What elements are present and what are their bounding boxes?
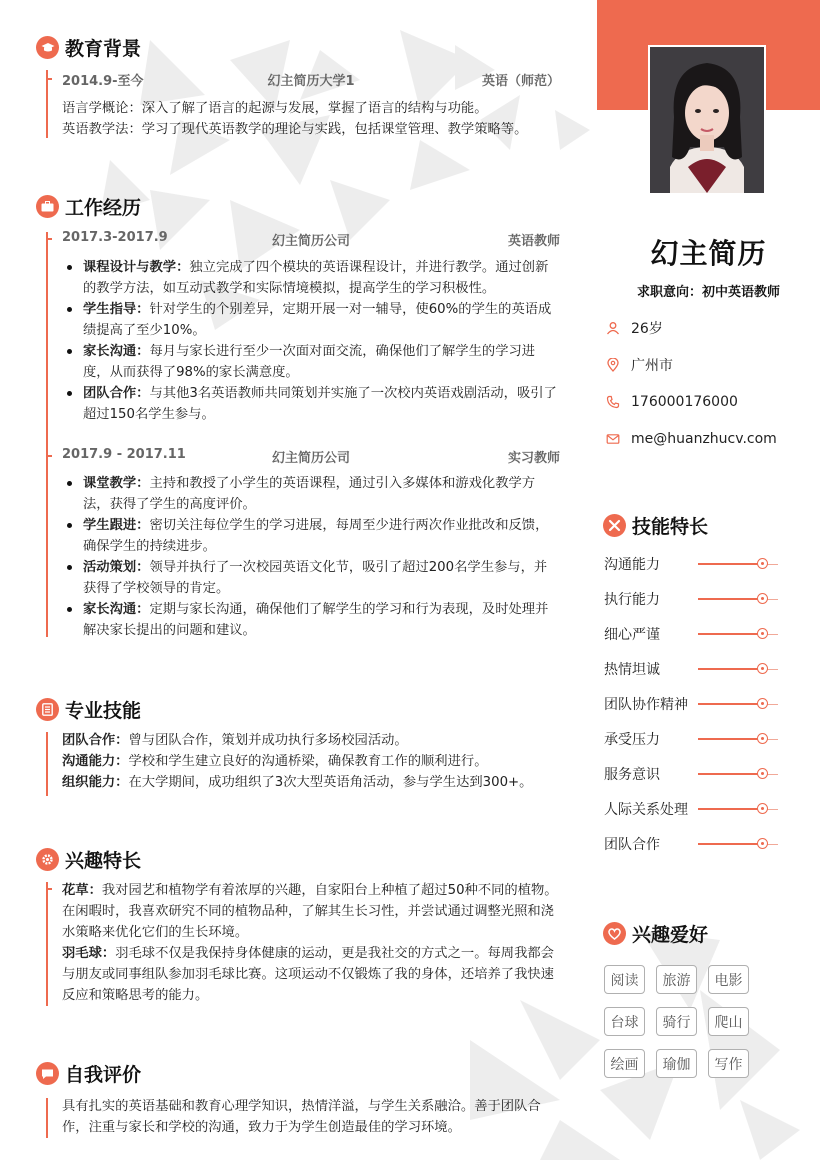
- duty-text: 主持和教授了小学生的英语课程，通过引入多媒体和游戏化教学方法，获得了学生的高度评价。: [83, 476, 536, 512]
- pro-skills-list: [62, 730, 560, 793]
- job-company: 幻主简历公司: [271, 451, 350, 466]
- interest-text: 我对园艺和植物学有着浓厚的兴趣，自家阳台上种植了超过50种不同的植物。在闲暇时，我喜欢研究不同的植物品种，了解其生长习性，并尝试通过调整光照和浇水策略来优化它们的生长环境。: [62, 883, 558, 940]
- candidate-name: 幻主简历: [650, 237, 767, 270]
- education-timeline: [46, 70, 48, 138]
- skill-fill: [698, 738, 762, 740]
- skill-level-knob: [757, 768, 768, 779]
- hobby-tag: 阅读: [604, 965, 645, 994]
- info-phone: [606, 392, 738, 412]
- skill-level-knob: [757, 733, 768, 744]
- skill-text: 曾与团队合作，策划并成功执行多场校园活动。: [128, 733, 408, 748]
- pro-skills-timeline: [46, 732, 48, 796]
- email-text[interactable]: me@huanzhucv.com: [631, 431, 777, 447]
- hobbies-heading: [603, 920, 708, 947]
- skill-label: 执行能力: [604, 592, 660, 608]
- skill-label: 团队合作: [604, 837, 660, 853]
- self-eval-timeline: [46, 1098, 48, 1138]
- location-pin-icon: [606, 358, 620, 372]
- hobby-tag: 旅游: [656, 965, 697, 994]
- list-item: [62, 943, 560, 1006]
- skill-bar-row: [604, 589, 784, 609]
- skills-heading: [603, 512, 708, 539]
- education-course-line: 英语教学法：学习了现代英语教学的理论与实践，包括课堂管理、教学策略等。: [62, 122, 528, 137]
- skill-text: 学校和学生建立良好的沟通桥梁，确保教育工作的顺利进行。: [128, 754, 488, 769]
- list-item: [62, 257, 560, 299]
- skill-bar-row: [604, 624, 784, 644]
- duty-key: 家长沟通：: [83, 602, 150, 617]
- education-courses: [62, 98, 560, 140]
- job-meta: [62, 447, 560, 467]
- tools-icon: [603, 514, 626, 537]
- education-course-line: 语言学概论：深入了解了语言的起源与发展，掌握了语言的结构与功能。: [62, 101, 488, 116]
- hobby-tag: 电影: [708, 965, 749, 994]
- interests-timeline: [46, 882, 48, 1006]
- info-city: [606, 355, 673, 375]
- skill-level-knob: [757, 593, 768, 604]
- interest-key: 花草：: [62, 883, 102, 898]
- list-item: [62, 515, 560, 557]
- duty-key: 课程设计与教学：: [83, 260, 190, 275]
- document-icon: [36, 698, 59, 721]
- duty-text: 定期与家长沟通，确保他们了解学生的学习和行为表现，及时处理并解决家长提出的问题和建议。: [83, 602, 549, 638]
- person-icon: [606, 321, 620, 335]
- duty-text: 独立完成了四个模块的英语课程设计，并进行教学。通过创新的教学方法，如互动式教学和实际情境模拟，提高学生的学习积极性。: [83, 260, 549, 296]
- hobby-tag: 爬山: [708, 1007, 749, 1036]
- duty-key: 学生跟进：: [83, 518, 150, 533]
- job-meta: [62, 230, 560, 250]
- education-meta: [62, 70, 560, 90]
- skill-key: 沟通能力：: [62, 754, 129, 769]
- education-heading: [36, 34, 141, 61]
- work-heading: [36, 193, 141, 220]
- info-email: [606, 429, 777, 449]
- education-date: 2014.9-至今: [62, 74, 144, 89]
- skill-key: 组织能力：: [62, 775, 129, 790]
- job-duties: [62, 257, 560, 425]
- skill-text: 在大学期间，成功组织了3次大型英语角活动，参与学生达到300+。: [128, 775, 533, 790]
- skills-title: 技能特长: [632, 516, 709, 538]
- interests-heading: [36, 846, 141, 873]
- skill-label: 人际关系处理: [604, 802, 688, 818]
- duty-key: 团队合作：: [83, 386, 150, 401]
- skill-label: 热情坦诚: [604, 662, 660, 678]
- pro-skills-title: 专业技能: [65, 700, 142, 722]
- skill-fill: [698, 808, 762, 810]
- job-duties: [62, 473, 560, 641]
- duty-key: 家长沟通：: [83, 344, 150, 359]
- phone-icon: [606, 395, 620, 409]
- job-date: 2017.3-2017.9: [62, 230, 168, 245]
- list-item: [62, 880, 560, 943]
- skill-label: 沟通能力: [604, 557, 660, 573]
- skill-bar-row: [604, 799, 784, 819]
- skill-fill: [698, 563, 762, 565]
- list-item: [62, 473, 560, 515]
- list-item: [62, 383, 560, 425]
- skill-level-knob: [757, 803, 768, 814]
- gear-icon: [36, 848, 59, 871]
- age-text: 26岁: [631, 321, 663, 337]
- list-item: [62, 299, 560, 341]
- skill-bar-row: [604, 659, 784, 679]
- skill-bar-row: [604, 554, 784, 574]
- duty-text: 针对学生的个别差异，定期开展一对一辅导，使60%的学生的英语成绩提高了至少10%。: [83, 302, 552, 338]
- skill-bar-row: [604, 764, 784, 784]
- list-item: [62, 599, 560, 641]
- skill-level-knob: [757, 838, 768, 849]
- duty-key: 课堂教学：: [83, 476, 150, 491]
- education-school: 幻主简历大学1: [267, 74, 355, 89]
- job-role: 实习教师: [507, 451, 560, 466]
- work-timeline: [46, 232, 48, 637]
- skill-label: 细心严谨: [604, 627, 660, 643]
- education-title: 教育背景: [65, 38, 142, 60]
- duty-text: 与其他3名英语教师共同策划并实施了一次校内英语戏剧活动，吸引了超过150名学生参与。: [83, 386, 557, 422]
- skill-fill: [698, 668, 762, 670]
- education-major: 英语（师范）: [481, 74, 560, 89]
- duty-text: 每月与家长进行至少一次面对面交流，确保他们了解学生的学习进度，从而获得了98%的家长满意度。: [83, 344, 536, 380]
- chat-icon: [36, 1062, 59, 1085]
- hobby-tag: 瑜伽: [656, 1049, 697, 1078]
- self-eval-heading: [36, 1060, 141, 1087]
- profile-photo: [648, 45, 766, 195]
- skill-bar-row: [604, 729, 784, 749]
- duty-text: 密切关注每位学生的学习进展，每周至少进行两次作业批改和反馈，确保学生的持续进步。: [83, 518, 549, 554]
- job-date: 2017.9 - 2017.11: [62, 447, 186, 462]
- pro-skills-heading: [36, 696, 141, 723]
- skill-bar-row: [604, 694, 784, 714]
- skill-level-knob: [757, 663, 768, 674]
- skill-fill: [698, 598, 762, 600]
- list-item: [62, 772, 560, 793]
- work-tick: [46, 238, 52, 240]
- education-tick: [46, 78, 52, 80]
- self-eval-title: 自我评价: [65, 1064, 142, 1086]
- hobby-tag: 绘画: [604, 1049, 645, 1078]
- duty-text: 领导并执行了一次校园英语文化节，吸引了超过200名学生参与，并获得了学校领导的肯定。: [83, 560, 548, 596]
- graduation-cap-icon: [36, 36, 59, 59]
- hobby-tag: 骑行: [656, 1007, 697, 1036]
- phone-text[interactable]: 176000176000: [631, 394, 738, 410]
- heart-icon: [603, 922, 626, 945]
- list-item: [62, 751, 560, 772]
- job-role: 英语教师: [507, 234, 560, 249]
- briefcase-icon: [36, 195, 59, 218]
- skill-level-knob: [757, 628, 768, 639]
- self-eval-text: 具有扎实的英语基础和教育心理学知识，热情洋溢，与学生关系融洽。善于团队合作，注重与家长和学校的沟通，致力于为学生创造最佳的学习环境。: [62, 1099, 541, 1135]
- interests-list: [62, 880, 560, 1006]
- job-intent: 求职意向：初中英语教师: [636, 285, 780, 300]
- skill-key: 团队合作：: [62, 733, 129, 748]
- interest-text: 羽毛球不仅是我保持身体健康的运动，更是我社交的方式之一。每周我都会与朋友或同事组队参加羽毛球比赛。这项运动不仅锻炼了我的身体，还培养了我快速反应和策略思考的能力。: [62, 946, 554, 1003]
- skill-label: 服务意识: [604, 767, 660, 783]
- job-company: 幻主简历公司: [271, 234, 350, 249]
- skill-label: 团队协作精神: [604, 697, 688, 713]
- skill-fill: [698, 633, 762, 635]
- interests-tick: [46, 888, 52, 890]
- work-tick: [46, 455, 52, 457]
- hobby-tag: 写作: [708, 1049, 749, 1078]
- skill-level-knob: [757, 558, 768, 569]
- skill-label: 承受压力: [604, 732, 660, 748]
- list-item: [62, 557, 560, 599]
- interests-title: 兴趣特长: [65, 850, 142, 872]
- duty-key: 活动策划：: [83, 560, 150, 575]
- skill-level-knob: [757, 698, 768, 709]
- list-item: [62, 341, 560, 383]
- duty-key: 学生指导：: [83, 302, 150, 317]
- hobbies-title: 兴趣爱好: [632, 924, 709, 946]
- skill-bar-row: [604, 834, 784, 854]
- work-title: 工作经历: [65, 197, 142, 219]
- skill-fill: [698, 843, 762, 845]
- interest-key: 羽毛球：: [62, 946, 116, 961]
- city-text: 广州市: [631, 358, 673, 374]
- hobby-tag: 台球: [604, 1007, 645, 1036]
- info-age: [606, 318, 663, 338]
- list-item: [62, 730, 560, 751]
- mail-icon: [606, 432, 620, 446]
- skill-fill: [698, 703, 762, 705]
- skill-fill: [698, 773, 762, 775]
